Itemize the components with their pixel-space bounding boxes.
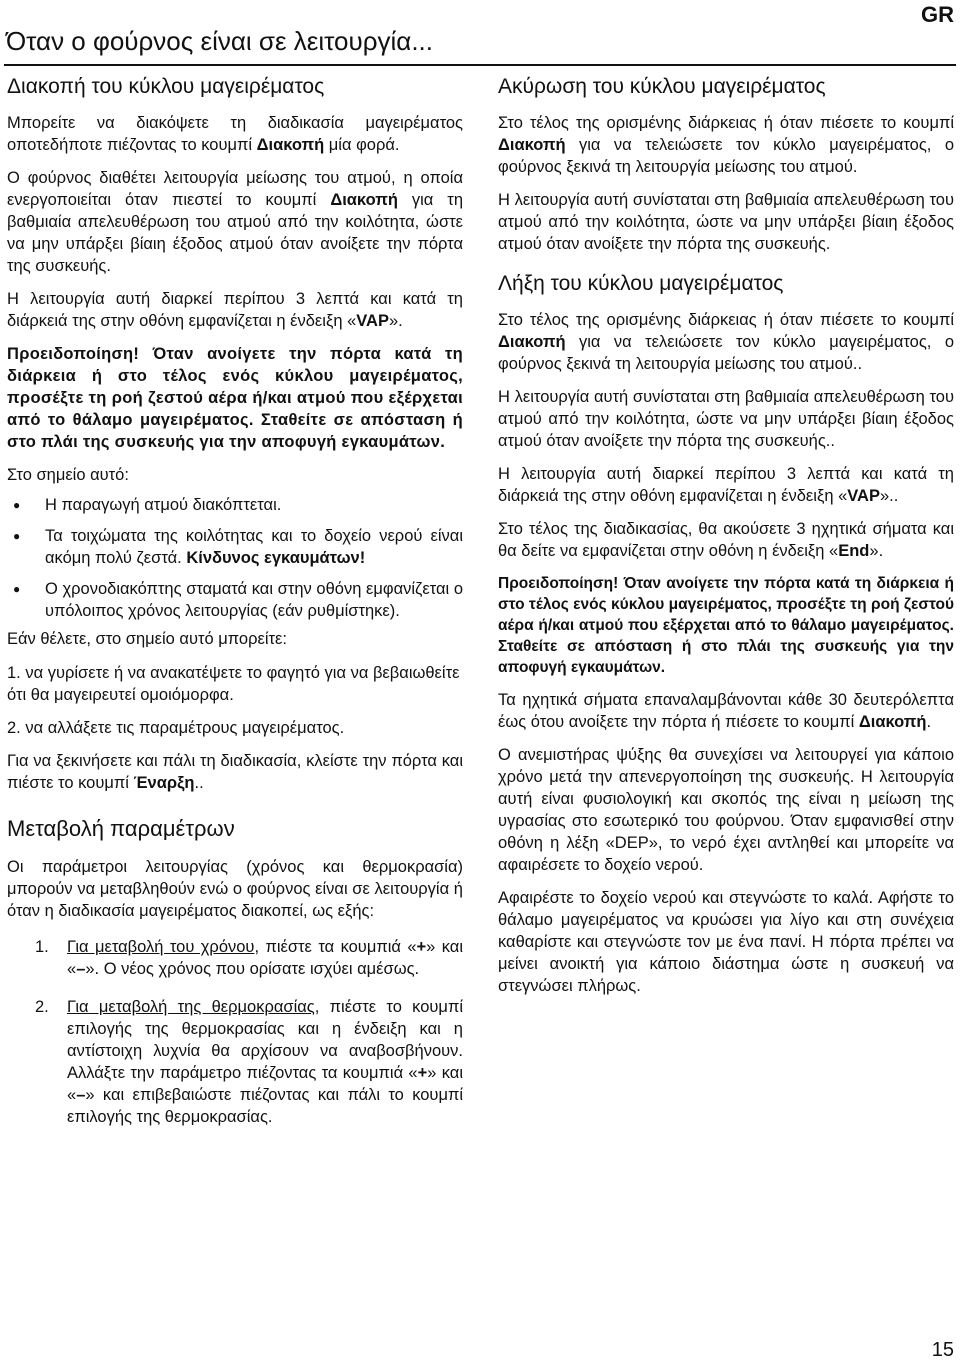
left-column [7,74,463,1144]
cancel-cycle-heading: Ακύρωση του κύκλου μαγειρέματος [498,75,826,98]
right-column [498,74,954,1008]
status-list [7,494,463,622]
fan-paragraph: Ο ανεμιστήρας ψύξης θα συνεχίσει να λειτουργεί για κάποιο χρόνο μετά την απενεργοποίηση της συσκευής. Η λειτουργία αυτή είναι φυσιολογική και σκοπός της είναι η μείωση της υγρασίας στο εσωτερικό του φούρνου. Όταν εμφανισθεί στην οθόνη η λέξη «DEP», το νερό έχει αντληθεί και μπορείτε να αφαιρέσετε το δοχείο νερού. [498,746,954,874]
end-steam-paragraph: Η λειτουργία αυτή συνίσταται στη βαθμιαία απελευθέρωση του ατμού από την κοιλότητα, ώστε να μην υπάρξει βίαιη έξοδος ατμού όταν ανοίξετε την πόρτα της συσκευής.. [498,388,954,450]
header-divider [4,64,956,66]
if-you-want: Εάν θέλετε, στο σημείο αυτό μπορείτε: [7,630,287,648]
cancel-paragraph: Στο τέλος της ορισμένης διάρκειας ή όταν πιέσετε το κουμπί Διακοπή για να τελειώσετε τον κύκλο μαγειρέματος, ο φούρνος ξεκινά τη λειτουργία μείωσης του ατμού. [498,114,954,176]
vap-paragraph: Η λειτουργία αυτή διαρκεί περίπου 3 λεπτά και κατά τη διάρκειά της στην οθόνη εμφανίζεται η ένδειξη «VAP». [7,290,463,330]
end-beeps-paragraph: Στο τέλος της διαδικασίας, θα ακούσετε 3 ηχητικά σήματα και θα δείτε να εμφανίζεται στην οθόνη η ένδειξη «End». [498,520,954,560]
end-paragraph: Στο τέλος της ορισμένης διάρκειας ή όταν πιέσετε το κουμπί Διακοπή για να τελειώσετε τον κύκλο μαγειρέματος, ο φούρνος ξεκινά τη λειτουργία μείωσης του ατμού.. [498,311,954,373]
page-number: 15 [931,1339,954,1361]
at-this-point: Στο σημείο αυτό: [7,466,129,484]
params-list [7,936,463,1128]
list-item: 1. να γυρίσετε ή να ανακατέψετε το φαγητό για να βεβαιωθείτε ότι θα μαγειρευτεί ομοιόμορφα. [7,664,460,704]
warning-paragraph: Προειδοποίηση! Όταν ανοίγετε την πόρτα κατά τη διάρκεια ή στο τέλος ενός κύκλου μαγειρέματος, προσέξτε τη ροή ζεστού αέρα ή/και ατμού που εξέρχεται από το θάλαμο μαγειρέματος. Σταθείτε σε απόσταση ή στο πλάι της συσκευής για την αποφυγή εγκαυμάτων. [7,345,463,451]
end-cycle-heading: Λήξη του κύκλου μαγειρέματος [498,272,784,295]
params-intro: Οι παράμετροι λειτουργίας (χρόνος και θερμοκρασία) μπορούν να μεταβληθούν ενώ ο φούρνος είναι σε λειτουργία ή όταν η διαδικασία μαγειρέματος διακοπεί, ως εξής: [7,858,463,920]
list-item: ● Τα τοιχώματα της κοιλότητας και το δοχείο νερού είναι ακόμη πολύ ζεστά. Κίνδυνος εγκαυμάτων! [7,525,463,569]
cancel-steam-paragraph: Η λειτουργία αυτή συνίσταται στη βαθμιαία απελευθέρωση του ατμού από την κοιλότητα, ώστε να μην υπάρξει βίαιη έξοδος ατμού όταν ανοίξετε την πόρτα της συσκευής. [498,191,954,253]
language-label: GR [921,2,954,27]
list-item: 2. να αλλάξετε τις παραμέτρους μαγειρέματος. [7,719,345,737]
list-item: ● Ο χρονοδιακόπτης σταματά και στην οθόνη εμφανίζεται ο υπόλοιπος χρόνος λειτουργίας (εάν ρυθμίστηκε). [7,578,463,622]
beeps-repeat-paragraph: Τα ηχητικά σήματα επαναλαμβάνονται κάθε 30 δευτερόλεπτα έως ότου ανοίξετε την πόρτα ή πιέσετε το κουμπί Διακοπή. [498,691,954,731]
stop-cycle-heading: Διακοπή του κύκλου μαγειρέματος [7,75,325,98]
restart-paragraph: Για να ξεκινήσετε και πάλι τη διαδικασία, κλείστε την πόρτα και πιέστε το κουμπί Έναρξη.. [7,752,463,792]
params-heading: Μεταβολή παραμέτρων [7,816,235,841]
list-item: 2. Για μεταβολή της θερμοκρασίας, πιέστε το κουμπί επιλογής της θερμοκρασίας και η ένδειξη και η αντίστοιχη λυχνία θα αρχίσουν να αναβοσβήνουν. Αλλάξτε την παράμετρο πιέζοντας τα κουμπιά «+» και «–» και επιβεβαιώστε πιέζοντας και πάλι το κουμπί επιλογής της θερμοκρασίας. [35,998,464,1126]
page-title: Όταν ο φούρνος είναι σε λειτουργία... [6,26,433,56]
options-list [7,662,463,739]
end-vap-paragraph: Η λειτουργία αυτή διαρκεί περίπου 3 λεπτά και κατά τη διάρκειά της στην οθόνη εμφανίζεται η ένδειξη «VAP».. [498,465,954,505]
list-item: 1. Για μεταβολή του χρόνου, πιέστε τα κουμπιά «+» και «–». Ο νέος χρόνος που ορίσατε ισχύει αμέσως. [35,938,464,978]
dry-paragraph: Αφαιρέστε το δοχείο νερού και στεγνώστε το καλά. Αφήστε το θάλαμο μαγειρέματος να κρυώσει για λίγο και στη συνέχεια καθαρίστε και στεγνώστε τον με ένα πανί. Η πόρτα πρέπει να μείνει ανοικτή για κάποιο διάστημα ώστε η συσκευή να στεγνώσει πλήρως. [498,889,954,995]
warning-paragraph: Προειδοποίηση! Όταν ανοίγετε την πόρτα κατά τη διάρκεια ή στο τέλος ενός κύκλου μαγειρέματος, προσέξτε τη ροή ζεστού αέρα ή/και ατμού που εξέρχεται από το θάλαμο μαγειρέματος. Σταθείτε σε απόσταση ή στο πλάι της συσκευής για την αποφυγή εγκαυμάτων. [498,575,954,676]
stop-paragraph: Μπορείτε να διακόψετε τη διαδικασία μαγειρέματος οποτεδήποτε πιέζοντας το κουμπί Διακοπή μία φορά. [7,114,463,154]
list-item: ● Η παραγωγή ατμού διακόπτεται. [7,494,463,516]
steam-reduction-paragraph: Ο φούρνος διαθέτει λειτουργία μείωσης του ατμού, η οποία ενεργοποιείται όταν πιεστεί το κουμπί Διακοπή για τη βαθμιαία απελευθέρωση του ατμού από την κοιλότητα, ώστε να μην υπάρξει βίαιη έξοδος ατμού όταν ανοίξετε την πόρτα της συσκευής. [7,169,464,275]
